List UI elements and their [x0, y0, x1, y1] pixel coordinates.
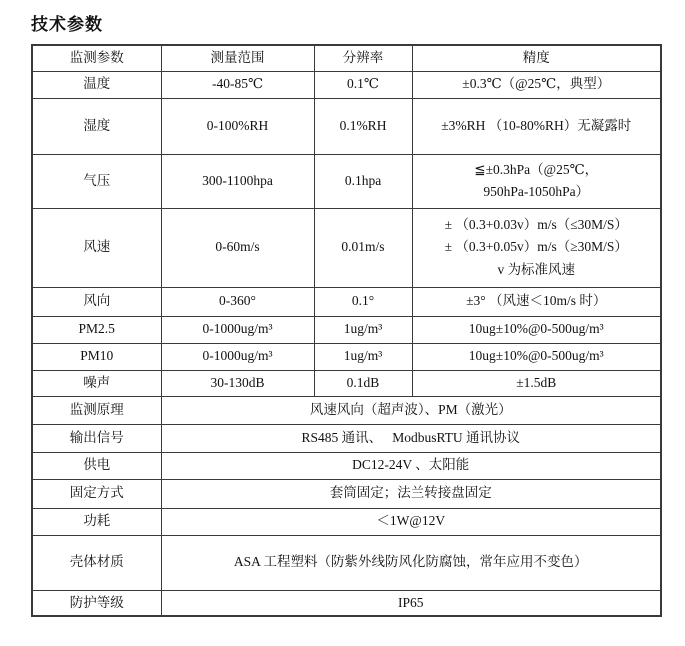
accuracy-line: ≦±0.3hPa（@25℃，: [474, 161, 599, 177]
accuracy-cell: ±1.5dB: [412, 370, 661, 396]
header-param: 监测参数: [32, 45, 161, 71]
info-value-cell: ＜1W@12V: [161, 508, 661, 535]
range-cell: 0-60m/s: [161, 208, 314, 287]
range-cell: 0-1000ug/m³: [161, 343, 314, 370]
info-value-cell: 风速风向（超声波）、PM（激光）: [161, 396, 661, 424]
param-cell: 气压: [32, 154, 161, 208]
table-row: [32, 343, 661, 370]
accuracy-cell: [412, 154, 661, 208]
range-cell: 0-100%RH: [161, 98, 314, 154]
range-cell: 0-1000ug/m³: [161, 316, 314, 343]
accuracy-line: ± （0.3+0.03v）m/s（≤30M/S）: [444, 217, 628, 233]
info-label-cell: 输出信号: [32, 424, 161, 452]
accuracy-cell: [412, 208, 661, 287]
range-cell: -40-85℃: [161, 71, 314, 98]
accuracy-cell: 10ug±10%@0-500ug/m³: [412, 316, 661, 343]
accuracy-line: ± （0.3+0.05v）m/s（≥30M/S）: [444, 239, 628, 255]
accuracy-cell: ±3° （风速＜10m/s 时）: [412, 287, 661, 316]
table-row: [32, 370, 661, 396]
param-cell: 风速: [32, 208, 161, 287]
info-value-cell: DC12-24V 、太阳能: [161, 452, 661, 479]
info-label-cell: 壳体材质: [32, 535, 161, 590]
range-cell: 300-1100hpa: [161, 154, 314, 208]
table-header-row: [32, 45, 661, 71]
info-value-cell: IP65: [161, 590, 661, 616]
table-row: [32, 535, 661, 590]
info-value-cell: ASA 工程塑料（防紫外线防风化防腐蚀，常年应用不变色）: [161, 535, 661, 590]
table-row: [32, 479, 661, 508]
info-value-cell: RS485 通讯、 ModbusRTU 通讯协议: [161, 424, 661, 452]
header-range: 测量范围: [161, 45, 314, 71]
accuracy-line: v 为标准风速: [497, 261, 576, 277]
page: [0, 10, 685, 646]
param-cell: 噪声: [32, 370, 161, 396]
param-cell: 风向: [32, 287, 161, 316]
table-row: [32, 208, 661, 287]
resolution-cell: 1ug/m³: [314, 316, 412, 343]
accuracy-line: 950hPa-1050hPa）: [483, 184, 590, 199]
resolution-cell: 0.1℃: [314, 71, 412, 98]
table-row: [32, 154, 661, 208]
resolution-cell: 0.1dB: [314, 370, 412, 396]
table-row: [32, 71, 661, 98]
header-accuracy: 精度: [412, 45, 661, 71]
info-label-cell: 供电: [32, 452, 161, 479]
resolution-cell: 0.1hpa: [314, 154, 412, 208]
table-row: [32, 287, 661, 316]
table-row: [32, 452, 661, 479]
resolution-cell: 0.1%RH: [314, 98, 412, 154]
info-label-cell: 固定方式: [32, 479, 161, 508]
table-row: [32, 590, 661, 616]
resolution-cell: 0.1°: [314, 287, 412, 316]
header-resolution: 分辨率: [314, 45, 412, 71]
info-value-cell: 套筒固定；法兰转接盘固定: [161, 479, 661, 508]
accuracy-cell: ±0.3℃（@25℃，典型）: [412, 71, 661, 98]
table-row: [32, 508, 661, 535]
accuracy-cell: ±3%RH （10-80%RH）无凝露时: [412, 98, 661, 154]
table-row: [32, 424, 661, 452]
accuracy-cell: 10ug±10%@0-500ug/m³: [412, 343, 661, 370]
table-row: [32, 396, 661, 424]
info-label-cell: 防护等级: [32, 590, 161, 616]
info-label-cell: 功耗: [32, 508, 161, 535]
resolution-cell: 0.01m/s: [314, 208, 412, 287]
param-cell: 温度: [32, 71, 161, 98]
resolution-cell: 1ug/m³: [314, 343, 412, 370]
range-cell: 30-130dB: [161, 370, 314, 396]
param-cell: 湿度: [32, 98, 161, 154]
table-row: [32, 98, 661, 154]
table-row: [32, 316, 661, 343]
page-title: 技术参数: [31, 15, 103, 34]
param-cell: PM10: [32, 343, 161, 370]
range-cell: 0-360°: [161, 287, 314, 316]
spec-table: [31, 44, 662, 617]
param-cell: PM2.5: [32, 316, 161, 343]
info-label-cell: 监测原理: [32, 396, 161, 424]
